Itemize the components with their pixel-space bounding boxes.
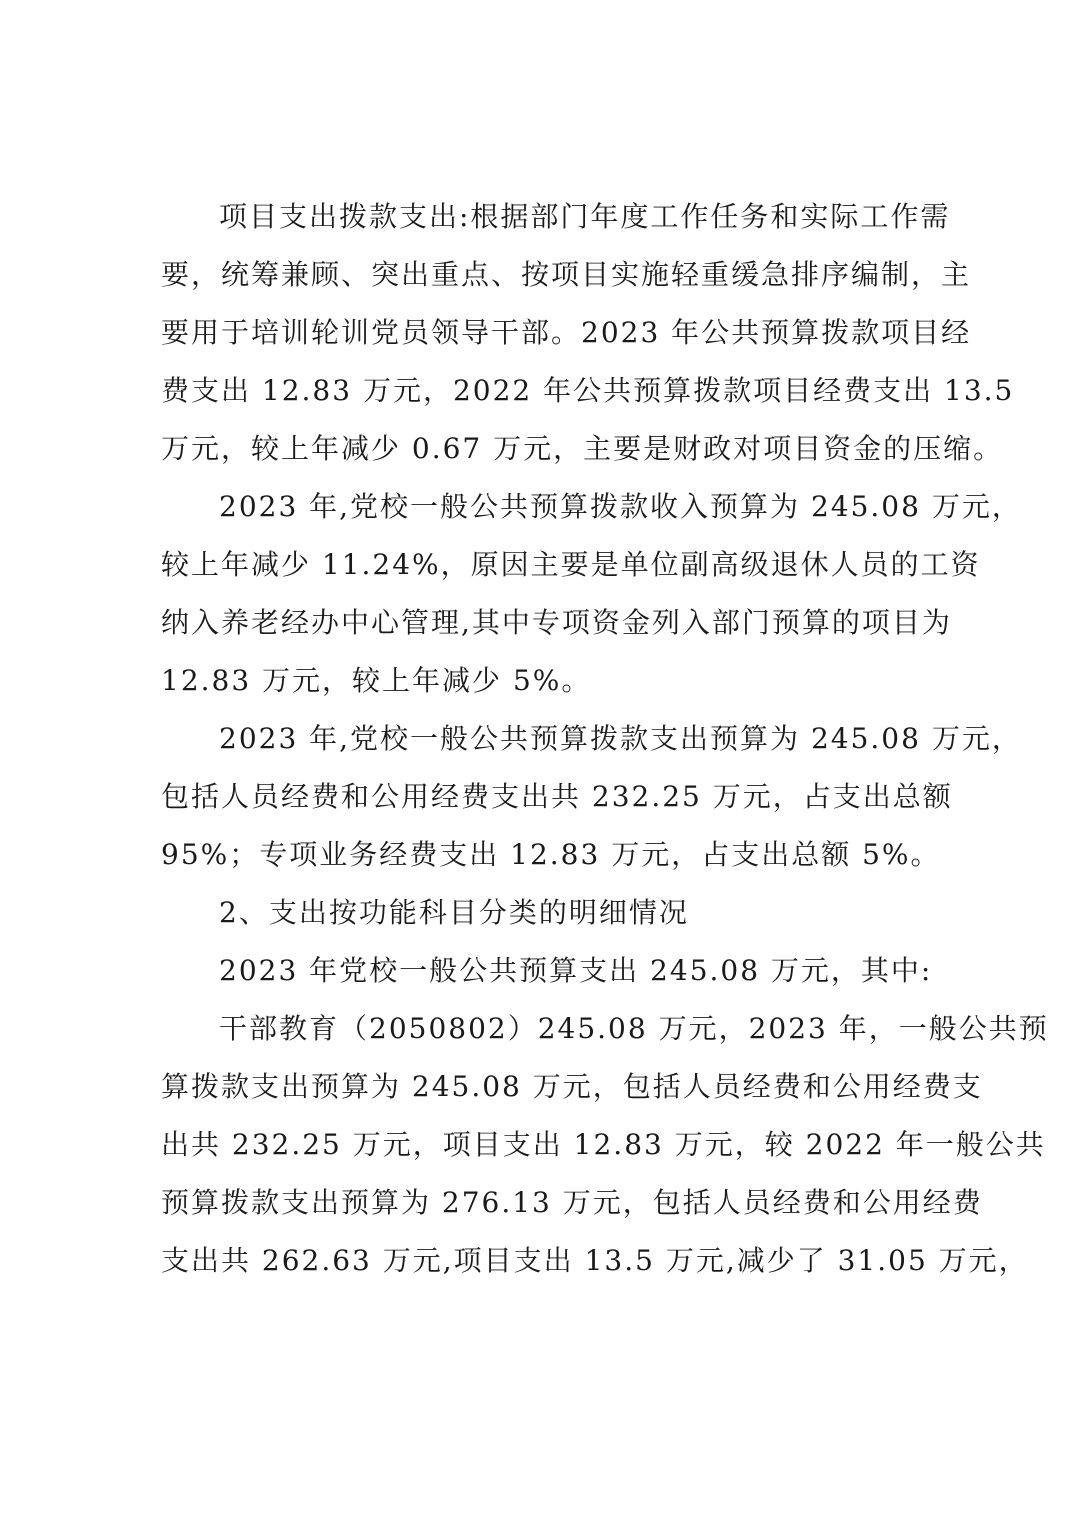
text-line: 12.83 万元，较上年减少 5%。 [161, 664, 592, 697]
text-line: 项目支出拨款支出:根据部门年度工作任务和实际工作需 [219, 200, 951, 233]
text-line: 万元，较上年减少 0.67 万元，主要是财政对项目资金的压缩。 [161, 432, 1004, 465]
text-line: 纳入养老经办中心管理,其中专项资金列入部门预算的项目为 [161, 606, 952, 639]
text-line: 2、支出按功能科目分类的明细情况 [219, 896, 689, 929]
section-heading [161, 884, 925, 942]
text-line: 算拨款支出预算为 245.08 万元，包括人员经费和公用经费支 [161, 1070, 983, 1103]
paragraph-project-expenditure [161, 188, 1015, 478]
text-line: 包括人员经费和公用经费支出共 232.25 万元，占支出总额 [161, 780, 953, 813]
text-line: 较上年减少 11.24%，原因主要是单位副高级退休人员的工资 [161, 548, 981, 581]
paragraph-expenditure-budget [161, 710, 1022, 884]
text-line: 要，统筹兼顾、突出重点、按项目实施轻重缓急排序编制，主 [161, 258, 972, 291]
text-line: 要用于培训轮训党员领导干部。2023 年公共预算拨款项目经 [161, 316, 972, 349]
text-line: 支出共 262.63 万元,项目支出 13.5 万元,减少了 31.05 万元， [161, 1244, 1029, 1277]
text-line: 费支出 12.83 万元，2022 年公共预算拨款项目经费支出 13.5 [161, 374, 1015, 407]
text-line: 95%；专项业务经费支出 12.83 万元，占支出总额 5%。 [161, 838, 941, 871]
text-line: 干部教育（2050802）245.08 万元，2023 年，一般公共预 [219, 1012, 1049, 1045]
text-line: 2023 年,党校一般公共预算拨款收入预算为 245.08 万元， [219, 490, 1022, 523]
text-line: 2023 年党校一般公共预算支出 245.08 万元，其中: [219, 954, 933, 987]
text-line: 2023 年,党校一般公共预算拨款支出预算为 245.08 万元， [219, 722, 1022, 755]
document-body [161, 188, 1049, 1290]
paragraph-cadre-education [161, 1000, 1049, 1290]
text-line: 预算拨款支出预算为 276.13 万元，包括人员经费和公用经费 [161, 1186, 983, 1219]
paragraph-general-budget [161, 942, 933, 1000]
paragraph-income-budget [161, 478, 1022, 710]
text-line: 出共 232.25 万元，项目支出 12.83 万元，较 2022 年一般公共 [161, 1128, 1046, 1161]
